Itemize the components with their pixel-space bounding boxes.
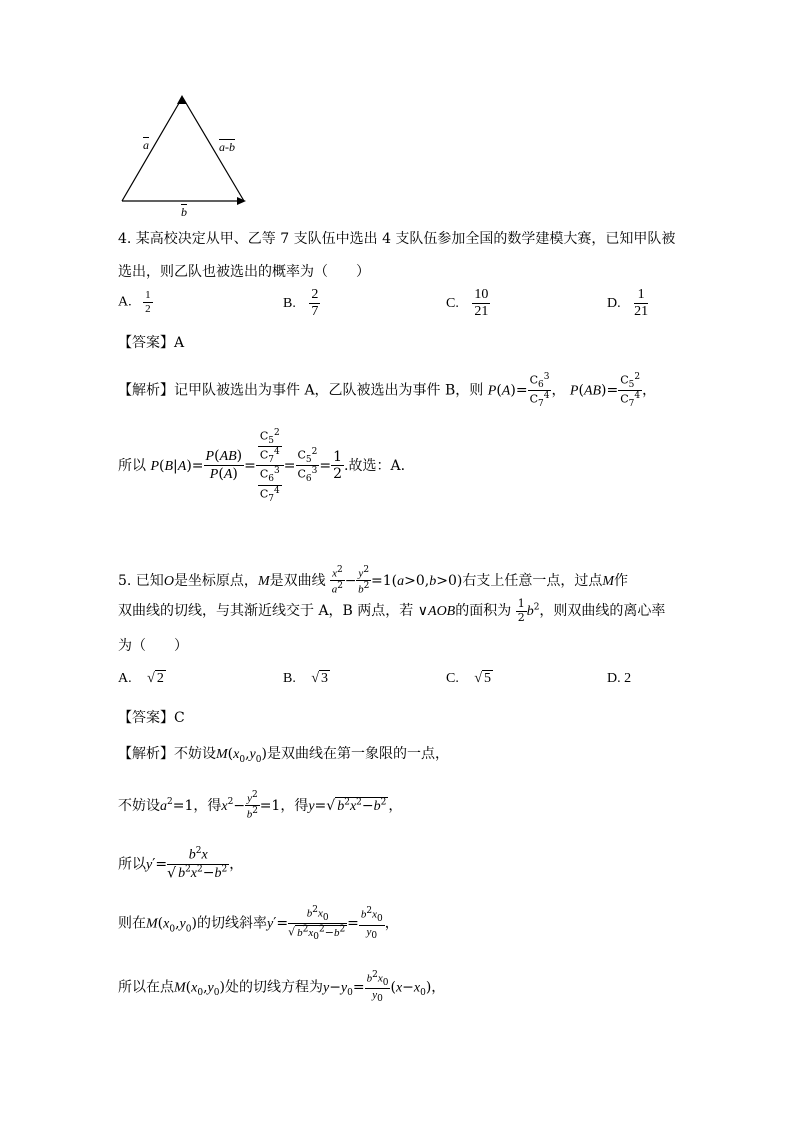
vector-a-minus-b-label: a-b (219, 140, 235, 154)
q5-option-d: D. 2 (607, 671, 632, 686)
q4-option-a: A. $\frac{1}{2}$ (118, 289, 151, 315)
q5-analysis-5: 所以在点$M(x_0,y_0)$处的切线方程为$y-y_0=$ $\frac{b^2x_0}{y_0}$ $(x-x_0)$， (118, 970, 446, 1005)
q4-answer: 【答案】A (118, 335, 185, 351)
q4-analysis: 【解析】记甲队被选出为事件 A，乙队被选出为事件 B，则 P(A)= $\frac{C_6^3}{C_7^4}$ ， P(AB)= $\frac{C_5^2}{C_7^4}$ ， (118, 372, 657, 410)
q4-option-d-fraction: $\frac{1}{21}$ (634, 287, 649, 320)
q5-analysis-1: 【解析】不妨设$M(x_0,y_0)$是双曲线在第一象限的一点， (118, 746, 449, 765)
q5-option-c: C. √ 5 (446, 671, 492, 686)
q5-analysis-4: 则在$M(x_0,y_0)$的切线斜率y′= $\frac{b^2x_0}{√ b^2x_0^2-b^2}$ = $\frac{b^2x_0}{y_0}$ ， (118, 905, 399, 943)
q5-analysis-label: 【解析】 (118, 746, 174, 762)
q4-option-c-fraction: $\frac{10}{21}$ (474, 287, 489, 320)
q5-answer: 【答案】C (118, 710, 185, 726)
vector-b-label: $\overline{b}$ (181, 205, 187, 219)
q4-line1: 4. 某高校决定从甲、乙等 7 支队伍中选出 4 支队伍参加全国的数学建模大赛，已知甲队被 (118, 231, 676, 247)
q5-analysis-3: 所以y′= $\frac{b^2x}{√ b^2x^2-b^2}$ ， (118, 846, 244, 882)
q5-option-b: B. √ 3 (283, 671, 329, 686)
arrowhead-top (177, 95, 187, 104)
arrowhead-right (237, 197, 246, 205)
vector-triangle-figure (110, 90, 260, 220)
q4-option-a-fraction: $\frac{1}{2}$ (145, 289, 151, 315)
q4-conclusion: 故选：A. (348, 457, 406, 474)
q5-analysis-2: 不妨设$a^2=1$，得$x^2-$ $\frac{y^2}{b^2}$ =1，得y=√ $b^2x^2-b^2$ ， (118, 790, 403, 821)
q5-option-a: A. √ 2 (118, 671, 164, 686)
q4-option-b: B. $\frac{2}{7}$ (283, 287, 319, 320)
q4-option-c: C. $\frac{10}{21}$ (446, 287, 489, 320)
q4-line2: 选出，则乙队也被选出的概率为（ ） (118, 264, 370, 280)
q5-line1: 5. 已知O是坐标原点，M是双曲线 $\frac{x^2}{a^2}$ − $\frac{y^2}{b^2}$ =1(a>0,b>0)右支上任意一点，过点M作 (118, 565, 629, 596)
q4-analysis-label: 【解析】 (118, 382, 174, 399)
q4-calculation: 所以 P(B|A)= $\frac{P(AB)}{P(A)}$ = $\frac{\frac{C_5^2}{C_7^4}}{\frac{C_6^3}{C_7^4}}$ = $\frac{C_5^2}{C_6^3}$ = $\frac{1}{2}$ .故选：A. (118, 428, 406, 504)
q5-line3: 为（ ） (118, 638, 188, 654)
q4-option-d: D. $\frac{1}{21}$ (607, 287, 649, 320)
q4-option-b-fraction: $\frac{2}{7}$ (311, 287, 319, 320)
vector-a-label: $\overline{a}$ (143, 138, 149, 152)
q5-line2: 双曲线的切线，与其渐近线交于 A，B 两点，若 ∨AOB的面积为 $\frac{1}{2}$ $b^2$，则双曲线的离心率 (118, 597, 666, 624)
vector-a-line (122, 98, 182, 201)
